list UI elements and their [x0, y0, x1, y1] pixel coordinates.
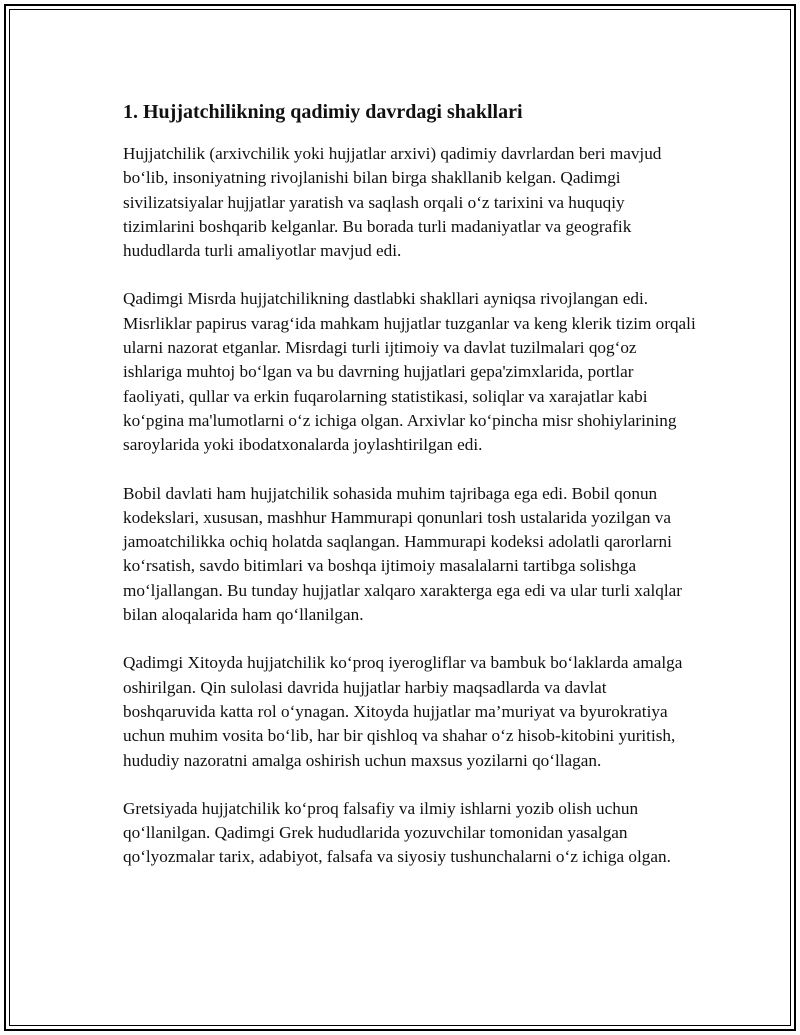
paragraph-egypt: Qadimgi Misrda hujjatchilikning dastlabki shakllari ayniqsa rivojlangan edi. Misrliklar papirus varag‘ida mahkam hujjatlar tuzganlar va keng klerik tizim orqali ularni nazorat etganlar. Misrdagi turli ijtimoiy va davlat tuzilmalari qog‘oz ishlariga muhtoj bo‘lgan va bu davrning hujjatlari gepa'zimxlarida, portlar faoliyati, qullar va erkin fuqarolarning statistikasi, soliqlar va xarajatlar kabi ko‘pgina ma'lumotlarni o‘z ichiga olgan. Arxivlar ko‘pincha misr shohiylarining saroylarida yoki ibodatxonalarda joylashtirilgan edi.	[123, 289, 696, 455]
page-border	[4, 4, 796, 1031]
section-heading: 1. Hujjatchilikning qadimiy davrdagi shakllari	[123, 101, 523, 123]
paragraph-china: Qadimgi Xitoyda hujjatchilik ko‘proq iyerogliflar va bambuk bo‘laklarda amalga oshirilgan. Qin sulolasi davrida hujjatlar harbiy maqsadlarda va davlat boshqaruvida katta rol o‘ynagan. Xitoyda hujjatlar ma’muriyat va byurokratiya uchun muhim vosita bo‘lib, har bir qishloq va shahar o‘z hisob-kitobini yuritish, hududiy nazoratni amalga oshirish uchun maxsus yozilarni qo‘llagan.	[123, 653, 683, 770]
paragraph-greece: Gretsiyada hujjatchilik ko‘proq falsafiy va ilmiy ishlarni yozib olish uchun qo‘llanilgan. Qadimgi Grek hududlarida yozuvchilar tomonidan yasalgan qo‘lyozmalar tarix, adabiyot, falsafa va siyosiy tushunchalarni o‘z ichiga olgan.	[123, 798, 671, 867]
document-body	[123, 98, 698, 894]
paragraph-babylon: Bobil davlati ham hujjatchilik sohasida muhim tajribaga ega edi. Bobil qonun kodekslari, xususan, mashhur Hammurapi qonunlari tosh ustalarida yozilgan va jamoatchilikka ochiq holatda saqlangan. Hammurapi kodeksi adolatli qarorlarni ko‘rsatish, savdo bitimlari va boshqa ijtimoiy masalalarni tartibga solishga mo‘ljallangan. Bu tunday hujjatlar xalqaro xarakterga ega edi va ular turli xalqlar bilan aloqalarida ham qo‘llanilgan.	[123, 483, 683, 625]
paragraph-intro: Hujjatchilik (arxivchilik yoki hujjatlar arxivi) qadimiy davrlardan beri mavjud bo‘lib, insoniyatning rivojlanishi bilan birga shakllanib kelgan. Qadimgi sivilizatsiyalar hujjatlar yaratish va saqlash orqali o‘z tarixini va huquqiy tizimlarini boshqarib kelganlar. Bu borada turli madaniyatlar va geografik hududlarda turli amaliyotlar mavjud edi.	[123, 144, 662, 261]
